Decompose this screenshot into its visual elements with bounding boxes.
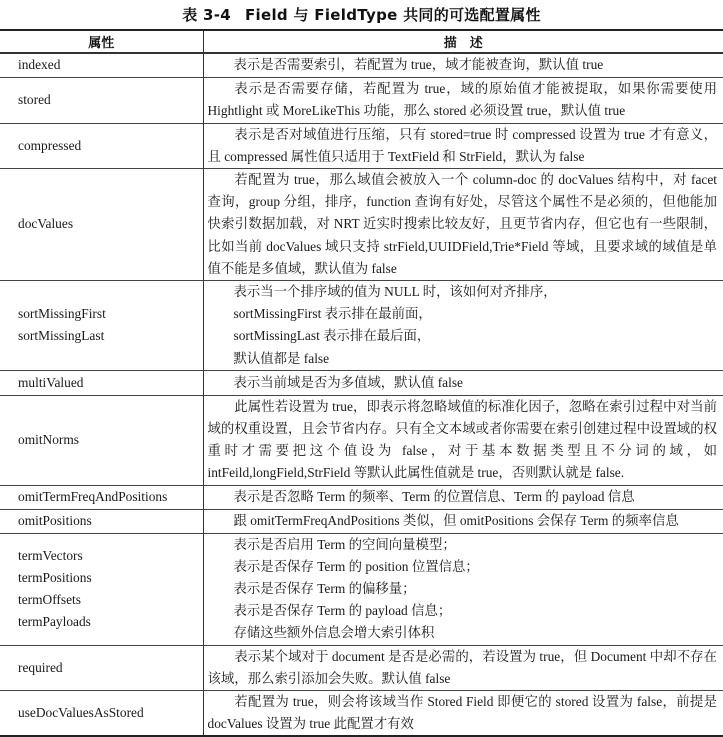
header-description: 描 述	[443, 36, 483, 51]
table-number: 表 3-4	[182, 6, 232, 24]
description-text: 表示某个域对于 document 是否是必需的，若设置为 true，但 Document 中却不存在该域，那么索引添加会失败。默认值 false	[207, 648, 717, 686]
attribute-name: multiValued	[18, 374, 84, 390]
attribute-cell	[0, 168, 203, 280]
attribute-cell	[0, 370, 203, 395]
description-text: 此属性若设置为 true，即表示将忽略域值的标准化因子，忽略在索引过程中对当前域的权重设置，且会节省内存。只有全文本域或者你需要在索引创建过程中设置域的权重时才需要把这个值设为 false，对于基本数据类型且不分词的域，如 intFeild,longField,StrField 等默认此属性值就是 true，否则默认就是 false.	[207, 398, 717, 481]
table-caption	[0, 4, 723, 25]
header-attribute: 属性	[0, 30, 203, 53]
description-line: 默认值都是 false	[233, 350, 330, 366]
description-line: 表示当一个排序域的值为 NULL 时，该如何对齐排序，	[233, 283, 557, 299]
description-cell	[203, 533, 723, 645]
attribute-name: indexed	[18, 57, 61, 73]
attribute-name: docValues	[18, 216, 74, 232]
attribute-name: termPositions	[18, 570, 92, 586]
attribute-name: omitTermFreqAndPositions	[18, 489, 168, 505]
description-cell	[203, 280, 723, 370]
description-cell	[203, 395, 723, 485]
description-text: 若配置为 true，那么域值会被放入一个 column-doc 的 docValues 结构中，对 facet 查询，group 分组，排序，function 查询有好处，尽管这个属性不是必须的，但他能加快索引数据加载，对 NRT 近实时搜索比较友好，且更节省内存，但它也有一些限制，比如当前 docValues 域只支持 strField,UUIDField,Trie*Field 等域，且要求域的域值是单值不能是多值域，默认值为 false	[207, 171, 717, 276]
attribute-name: omitPositions	[18, 513, 92, 529]
attribute-cell	[0, 77, 203, 123]
attribute-cell	[0, 509, 203, 533]
attribute-name: sortMissingFirst	[18, 306, 106, 322]
description-cell	[203, 123, 723, 168]
attribute-cell	[0, 53, 203, 77]
attribute-cell	[0, 123, 203, 168]
attribute-name: omitNorms	[18, 432, 80, 448]
table-title: Field 与 FieldType 共同的可选配置属性	[245, 6, 541, 24]
table-row	[0, 509, 723, 533]
table-row	[0, 77, 723, 123]
attribute-name: stored	[18, 92, 51, 107]
description-cell	[203, 77, 723, 123]
description-cell: 表示当前域是否为多值域，默认值 false	[233, 374, 463, 390]
attribute-name: required	[18, 659, 63, 675]
description-text: 若配置为 true，则会将该域当作 Stored Field 即便它的 stored 设置为 false，前提是 docValues 设置为 true 此配置才有效	[207, 693, 717, 732]
attribute-cell	[0, 645, 203, 690]
table-row	[0, 645, 723, 690]
attribute-name: termPayloads	[18, 614, 91, 630]
table-row	[0, 533, 723, 645]
description-cell	[203, 645, 723, 690]
description-line: 表示是否保存 Term 的 payload 信息；	[233, 603, 452, 619]
description-cell: 表示是否需要索引，若配置为 true，域才能被查询，默认值 true	[233, 57, 604, 73]
attribute-cell	[0, 690, 203, 736]
description-line: 表示是否启用 Term 的空间向量模型；	[233, 536, 456, 552]
attribute-name: sortMissingLast	[18, 328, 105, 344]
description-text: 表示是否对域值进行压缩，只有 stored=true 时 compressed 设置为 true 才有意义，且 compressed 属性值只适用于 TextField 和 StrField，默认为 false	[207, 126, 717, 164]
table-row	[0, 485, 723, 509]
attribute-name: compressed	[18, 137, 82, 153]
attribute-cell	[0, 395, 203, 485]
attribute-name: useDocValuesAsStored	[18, 705, 144, 721]
description-line: 存储这些额外信息会增大索引体积	[233, 625, 435, 641]
description-line: 表示是否保存 Term 的 position 位置信息；	[233, 558, 479, 574]
attribute-cell	[0, 485, 203, 509]
attribute-name: termOffsets	[18, 592, 81, 608]
field-options-table	[0, 29, 723, 737]
table-row	[0, 168, 723, 280]
description-cell	[203, 690, 723, 736]
attribute-name: termVectors	[18, 548, 83, 564]
description-line: sortMissingLast 表示排在最后面，	[233, 328, 431, 344]
description-line: sortMissingFirst 表示排在最前面，	[233, 306, 432, 322]
description-cell: 跟 omitTermFreqAndPositions 类似，但 omitPositions 会保存 Term 的频率信息	[233, 512, 679, 528]
table-header-row	[0, 30, 723, 53]
description-cell	[203, 168, 723, 280]
description-cell: 表示是否忽略 Term 的频率、Term 的位置信息、Term 的 payload 信息	[233, 488, 635, 504]
table-row	[0, 690, 723, 736]
table-row	[0, 395, 723, 485]
table-row	[0, 280, 723, 370]
table-row	[0, 370, 723, 395]
attribute-cell	[0, 280, 203, 370]
description-text: 表示是否需要存储，若配置为 true，域的原始值才能被提取，如果你需要使用 Hightlight 或 MoreLikeThis 功能，那么 stored 必须设置 true，默认值 true	[207, 80, 717, 118]
attribute-cell	[0, 533, 203, 645]
description-line: 表示是否保存 Term 的偏移量；	[233, 580, 416, 596]
table-row	[0, 123, 723, 168]
table-row	[0, 53, 723, 77]
